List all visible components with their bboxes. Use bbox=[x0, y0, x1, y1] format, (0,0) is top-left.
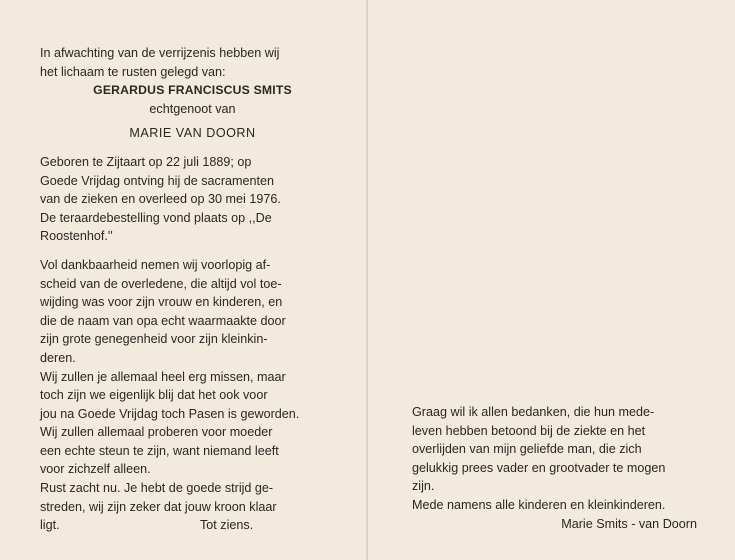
tribute-line: deren. bbox=[40, 350, 76, 365]
tribute-line: zijn grote genegenheid voor zijn kleinkin- bbox=[40, 332, 268, 347]
thanks-line: zijn. bbox=[412, 479, 435, 494]
intro-line: In afwachting van de verrijzenis hebben wij bbox=[40, 46, 280, 60]
card-fold-line bbox=[366, 0, 368, 560]
deceased-name: GERARDUS FRANCISCUS SMITS bbox=[93, 83, 292, 98]
thanks-line: gelukkig prees vader en grootvader te mogen bbox=[412, 460, 666, 475]
biography-text bbox=[40, 153, 345, 246]
thanks-line: Graag wil ik allen bedanken, die hun mede- bbox=[412, 405, 655, 419]
intro-text bbox=[40, 44, 345, 81]
tribute-line: voor zichzelf alleen. bbox=[40, 462, 151, 477]
thanks-line: leven hebben betoond bij de ziekte en het bbox=[412, 423, 646, 438]
spouse-name: MARIE VAN DOORN bbox=[129, 126, 256, 141]
tribute-line: wijding was voor zijn vrouw en kinderen, en bbox=[40, 295, 283, 310]
tribute-line: streden, wij zijn zeker dat jouw kroon klaar bbox=[40, 499, 277, 514]
bio-line: Geboren te Zijtaart op 22 juli 1889; op bbox=[40, 154, 252, 169]
tribute-line: ligt. bbox=[40, 518, 60, 533]
spouse-relation: echtgenoot van bbox=[149, 101, 236, 116]
thanks-line: Mede namens alle kinderen en kleinkinderen. bbox=[412, 497, 666, 512]
tribute-line: Wij zullen je allemaal heel erg missen, maar bbox=[40, 369, 286, 384]
tribute-line: Rust zacht nu. Je hebt de goede strijd ge- bbox=[40, 481, 274, 496]
left-page bbox=[40, 44, 345, 535]
closing-text: Tot ziens. bbox=[200, 518, 254, 533]
bio-line: Goede Vrijdag ontving hij de sacramenten bbox=[40, 173, 275, 188]
right-page bbox=[412, 403, 697, 533]
bio-line: De teraardebestelling vond plaats op ,,De bbox=[40, 210, 272, 225]
signature: Marie Smits - van Doorn bbox=[561, 516, 697, 531]
tribute-line: die de naam van opa echt waarmaakte door bbox=[40, 313, 286, 328]
thanks-line: overlijden van mijn geliefde man, die zich bbox=[412, 442, 642, 457]
intro-line: het lichaam te rusten gelegd van: bbox=[40, 64, 226, 79]
bio-line: van de zieken en overleed op 30 mei 1976. bbox=[40, 192, 281, 207]
tribute-line: toch zijn we eigenlijk blij dat het ook voor bbox=[40, 388, 268, 403]
tribute-line: scheid van de overledene, die altijd vol toe- bbox=[40, 276, 282, 291]
thanks-text bbox=[412, 403, 697, 515]
tribute-line: Wij zullen allemaal proberen voor moeder bbox=[40, 425, 273, 440]
tribute-line: jou na Goede Vrijdag toch Pasen is geworden. bbox=[40, 406, 300, 421]
tribute-text bbox=[40, 256, 345, 535]
bio-line: Roostenhof.'' bbox=[40, 229, 113, 244]
tribute-line: een echte steun te zijn, want niemand leeft bbox=[40, 443, 279, 458]
tribute-line: Vol dankbaarheid nemen wij voorlopig af- bbox=[40, 257, 271, 272]
